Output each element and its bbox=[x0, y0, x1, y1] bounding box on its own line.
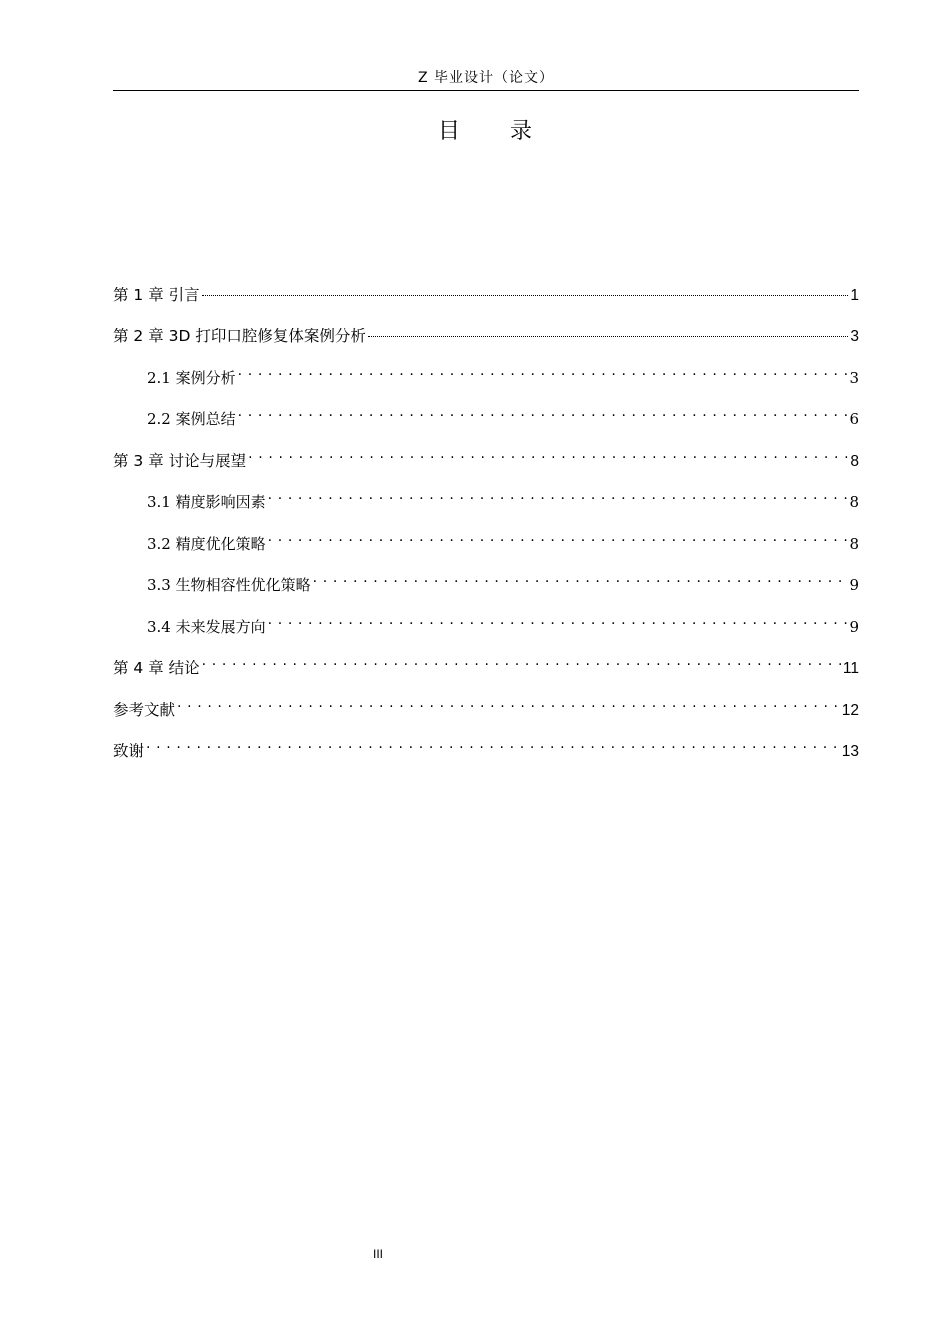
toc-entry-chapter-3[interactable] bbox=[113, 442, 859, 470]
toc-entry-label: 第 2 章 3D 打印口腔修复体案例分析 bbox=[113, 327, 366, 345]
toc-entry-chapter-1[interactable] bbox=[113, 276, 859, 304]
toc-entry-label: 第 3 章 讨论与展望 bbox=[113, 452, 247, 470]
toc-title bbox=[113, 118, 859, 146]
toc-entry-page: 12 bbox=[841, 702, 859, 719]
toc-entry-section-3-4[interactable] bbox=[147, 608, 859, 636]
toc-entry-page: 6 bbox=[849, 410, 859, 428]
toc-entry-chapter-2[interactable] bbox=[113, 317, 859, 345]
header-rule bbox=[113, 90, 859, 91]
toc-entry-label: 致谢 bbox=[113, 742, 145, 760]
toc-entry-label: 第 4 章 结论 bbox=[113, 659, 200, 677]
toc-title-left: 目 bbox=[437, 119, 462, 144]
toc-entry-chapter-4[interactable] bbox=[113, 649, 859, 677]
running-header: Z 毕业设计（论文） bbox=[417, 70, 555, 86]
toc-entry-label: 3.4 未来发展方向 bbox=[147, 618, 266, 636]
dot-leader bbox=[368, 317, 849, 341]
toc-entry-page: 13 bbox=[841, 743, 859, 760]
dot-leader bbox=[268, 525, 848, 549]
toc-entry-acknowledgements[interactable] bbox=[113, 732, 859, 760]
toc-entry-label: 2.1 案例分析 bbox=[147, 369, 236, 387]
dot-leader bbox=[202, 649, 841, 673]
toc-entry-page: 3 bbox=[850, 328, 859, 345]
toc-entry-section-3-1[interactable] bbox=[147, 483, 859, 511]
toc-entry-page: 1 bbox=[850, 287, 859, 304]
toc-title-right: 录 bbox=[510, 119, 535, 144]
toc-entry-label: 参考文献 bbox=[113, 701, 176, 719]
toc-entry-section-2-2[interactable] bbox=[147, 400, 859, 428]
toc-entry-section-3-2[interactable] bbox=[147, 525, 859, 553]
dot-leader bbox=[146, 732, 840, 756]
toc-entry-section-2-1[interactable] bbox=[147, 359, 859, 387]
toc-entry-references[interactable] bbox=[113, 691, 859, 719]
dot-leader bbox=[313, 566, 848, 590]
dot-leader bbox=[268, 483, 848, 507]
toc-entry-label: 第 1 章 引言 bbox=[113, 286, 200, 304]
toc-entry-label: 3.1 精度影响因素 bbox=[147, 493, 266, 511]
toc-entry-label: 3.3 生物相容性优化策略 bbox=[147, 576, 311, 594]
dot-leader bbox=[238, 359, 848, 383]
dot-leader bbox=[268, 608, 848, 632]
dot-leader bbox=[177, 691, 840, 715]
toc-entry-label: 3.2 精度优化策略 bbox=[147, 535, 266, 553]
toc-entry-label: 2.2 案例总结 bbox=[147, 410, 236, 428]
dot-leader bbox=[238, 400, 848, 424]
toc-entry-page: 11 bbox=[842, 660, 859, 677]
toc-entry-section-3-3[interactable] bbox=[147, 566, 859, 594]
toc-entry-page: 9 bbox=[849, 618, 859, 636]
toc-entry-page: 9 bbox=[849, 576, 859, 594]
toc-entry-page: 3 bbox=[849, 369, 859, 387]
dot-leader bbox=[202, 276, 849, 300]
toc-entry-page: 8 bbox=[849, 493, 859, 511]
toc-entry-page: 8 bbox=[850, 453, 859, 470]
dot-leader bbox=[248, 442, 848, 466]
toc-entry-page: 8 bbox=[849, 535, 859, 553]
page-number: III bbox=[372, 1247, 383, 1261]
